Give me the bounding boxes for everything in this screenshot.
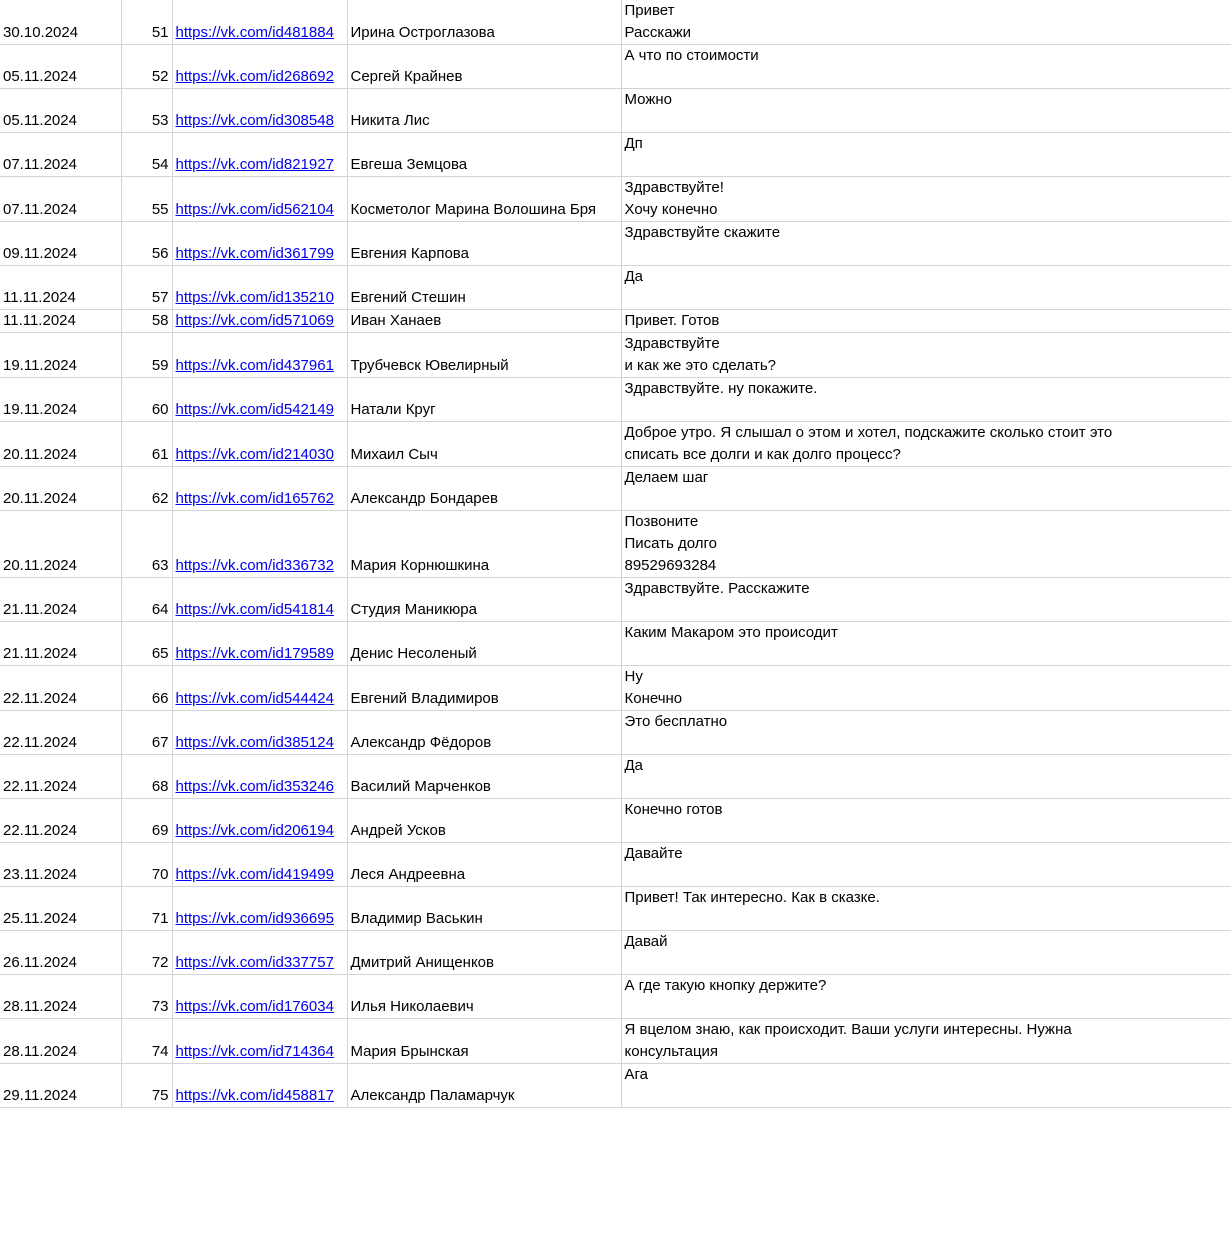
- message-line: Я вцелом знаю, как происходит. Ваши услуги интересны. Нужна: [624, 1021, 1072, 1038]
- cell-number[interactable]: 57: [121, 266, 172, 310]
- cell-name[interactable]: Леся Андреевна: [347, 843, 621, 887]
- cell-message[interactable]: [621, 378, 1231, 422]
- table-row: [0, 467, 1231, 511]
- cell-number[interactable]: 65: [121, 622, 172, 666]
- message-line: Делаем шаг: [624, 469, 709, 486]
- message-line: Каким Макаром это происодит: [624, 624, 838, 641]
- table-row: [0, 0, 1231, 45]
- table-row: [0, 1019, 1231, 1064]
- message-line: Это бесплатно: [624, 713, 728, 730]
- cell-name[interactable]: Евгений Владимиров: [347, 666, 621, 711]
- cell-message[interactable]: [621, 666, 1231, 711]
- message-line: Конечно готов: [624, 801, 723, 818]
- cell-link[interactable]: [172, 45, 347, 89]
- table-row: [0, 222, 1231, 266]
- cell-link[interactable]: [172, 799, 347, 843]
- cell-date[interactable]: 26.11.2024: [0, 931, 121, 975]
- cell-number[interactable]: 71: [121, 887, 172, 931]
- cell-number[interactable]: 68: [121, 755, 172, 799]
- table-row: [0, 578, 1231, 622]
- cell-name[interactable]: Сергей Крайнев: [347, 45, 621, 89]
- profile-link[interactable]: https://vk.com/id562104: [175, 201, 334, 218]
- cell-name[interactable]: Трубчевск Ювелирный: [347, 333, 621, 378]
- cell-message[interactable]: [621, 1019, 1231, 1064]
- cell-date[interactable]: 19.11.2024: [0, 378, 121, 422]
- table-row: [0, 133, 1231, 177]
- cell-number[interactable]: 55: [121, 177, 172, 222]
- profile-link[interactable]: https://vk.com/id308548: [175, 112, 334, 129]
- cell-link[interactable]: [172, 310, 347, 333]
- cell-message[interactable]: [621, 222, 1231, 266]
- message-line: Конечно: [624, 690, 683, 707]
- cell-message[interactable]: [621, 799, 1231, 843]
- cell-message[interactable]: [621, 578, 1231, 622]
- cell-message[interactable]: [621, 333, 1231, 378]
- cell-link[interactable]: [172, 931, 347, 975]
- profile-link[interactable]: https://vk.com/id714364: [175, 1043, 334, 1060]
- cell-name[interactable]: Ирина Остроглазова: [347, 0, 621, 45]
- cell-link[interactable]: [172, 1019, 347, 1064]
- cell-link[interactable]: [172, 0, 347, 45]
- cell-name[interactable]: Иван Ханаев: [347, 310, 621, 333]
- cell-link[interactable]: [172, 89, 347, 133]
- cell-number[interactable]: 59: [121, 333, 172, 378]
- cell-link[interactable]: [172, 177, 347, 222]
- table-row: [0, 177, 1231, 222]
- profile-link[interactable]: https://vk.com/id337757: [175, 954, 334, 971]
- cell-message[interactable]: [621, 711, 1231, 755]
- message-line: списать все долги и как долго процесс?: [624, 446, 901, 463]
- cell-date[interactable]: 05.11.2024: [0, 89, 121, 133]
- cell-name[interactable]: Василий Марченков: [347, 755, 621, 799]
- cell-number[interactable]: 60: [121, 378, 172, 422]
- cell-number[interactable]: 58: [121, 310, 172, 333]
- cell-link[interactable]: [172, 975, 347, 1019]
- cell-link[interactable]: [172, 422, 347, 467]
- table-row: [0, 975, 1231, 1019]
- cell-link[interactable]: [172, 1064, 347, 1108]
- cell-date[interactable]: 21.11.2024: [0, 622, 121, 666]
- profile-link[interactable]: https://vk.com/id214030: [175, 446, 334, 463]
- profile-link[interactable]: https://vk.com/id458817: [175, 1087, 334, 1104]
- cell-date[interactable]: 28.11.2024: [0, 975, 121, 1019]
- cell-number[interactable]: 66: [121, 666, 172, 711]
- cell-name[interactable]: Евгений Стешин: [347, 266, 621, 310]
- cell-link[interactable]: [172, 222, 347, 266]
- cell-message[interactable]: [621, 975, 1231, 1019]
- cell-message[interactable]: [621, 887, 1231, 931]
- cell-date[interactable]: 19.11.2024: [0, 333, 121, 378]
- message-line: А где такую кнопку держите?: [624, 977, 827, 994]
- cell-message[interactable]: [621, 0, 1231, 45]
- message-line: А что по стоимости: [624, 47, 759, 64]
- cell-name[interactable]: Александр Бондарев: [347, 467, 621, 511]
- message-line: Доброе утро. Я слышал о этом и хотел, подскажите сколько стоит это: [624, 424, 1113, 441]
- message-line: Привет: [624, 2, 675, 19]
- cell-name[interactable]: Евгеша Земцова: [347, 133, 621, 177]
- message-line: Здравствуйте. ну покажите.: [624, 380, 818, 397]
- profile-link[interactable]: https://vk.com/id179589: [175, 645, 334, 662]
- profile-link[interactable]: https://vk.com/id176034: [175, 998, 334, 1015]
- cell-name[interactable]: Александр Паламарчук: [347, 1064, 621, 1108]
- table-row: [0, 266, 1231, 310]
- cell-date[interactable]: 28.11.2024: [0, 1019, 121, 1064]
- cell-link[interactable]: [172, 133, 347, 177]
- cell-number[interactable]: 52: [121, 45, 172, 89]
- table-row: [0, 887, 1231, 931]
- cell-date[interactable]: 11.11.2024: [0, 310, 121, 333]
- cell-message[interactable]: [621, 310, 1231, 333]
- message-line: Здравствуйте. Расскажите: [624, 580, 810, 597]
- profile-link[interactable]: https://vk.com/id268692: [175, 68, 334, 85]
- cell-number[interactable]: 61: [121, 422, 172, 467]
- cell-number[interactable]: 74: [121, 1019, 172, 1064]
- cell-date[interactable]: 22.11.2024: [0, 666, 121, 711]
- cell-number[interactable]: 63: [121, 511, 172, 578]
- profile-link[interactable]: https://vk.com/id542149: [175, 401, 334, 418]
- cell-number[interactable]: 53: [121, 89, 172, 133]
- message-line: Позвоните: [624, 513, 699, 530]
- cell-date[interactable]: 21.11.2024: [0, 578, 121, 622]
- cell-date[interactable]: 20.11.2024: [0, 511, 121, 578]
- table-row: [0, 622, 1231, 666]
- cell-link[interactable]: [172, 333, 347, 378]
- message-line: 89529693284: [624, 557, 717, 574]
- cell-name[interactable]: Денис Несоленый: [347, 622, 621, 666]
- cell-name[interactable]: Мария Брынская: [347, 1019, 621, 1064]
- table-row: [0, 422, 1231, 467]
- table-row: [0, 1064, 1231, 1108]
- profile-link[interactable]: https://vk.com/id437961: [175, 357, 334, 374]
- profile-link[interactable]: https://vk.com/id544424: [175, 690, 334, 707]
- message-line: Здравствуйте: [624, 335, 720, 352]
- profile-link[interactable]: https://vk.com/id361799: [175, 245, 334, 262]
- message-line: Здравствуйте скажите: [624, 224, 781, 241]
- cell-name[interactable]: Косметолог Марина Волошина Бря: [347, 177, 621, 222]
- cell-link[interactable]: [172, 378, 347, 422]
- cell-message[interactable]: [621, 133, 1231, 177]
- message-line: Дп: [624, 135, 643, 152]
- profile-link[interactable]: https://vk.com/id385124: [175, 734, 334, 751]
- cell-number[interactable]: 70: [121, 843, 172, 887]
- profile-link[interactable]: https://vk.com/id336732: [175, 557, 334, 574]
- message-line: Здравствуйте!: [624, 179, 724, 196]
- cell-link[interactable]: [172, 467, 347, 511]
- cell-link[interactable]: [172, 887, 347, 931]
- cell-name[interactable]: Мария Корнюшкина: [347, 511, 621, 578]
- profile-link[interactable]: https://vk.com/id936695: [175, 910, 334, 927]
- profile-link[interactable]: https://vk.com/id571069: [175, 312, 334, 329]
- profile-link[interactable]: https://vk.com/id165762: [175, 490, 334, 507]
- profile-link[interactable]: https://vk.com/id206194: [175, 822, 334, 839]
- table-row: [0, 799, 1231, 843]
- cell-message[interactable]: [621, 622, 1231, 666]
- cell-date[interactable]: 29.11.2024: [0, 1064, 121, 1108]
- cell-date[interactable]: 23.11.2024: [0, 843, 121, 887]
- cell-message[interactable]: [621, 511, 1231, 578]
- message-line: Расскажи: [624, 24, 691, 41]
- cell-name[interactable]: Никита Лис: [347, 89, 621, 133]
- table-row: [0, 378, 1231, 422]
- cell-name[interactable]: Евгения Карпова: [347, 222, 621, 266]
- cell-date[interactable]: 22.11.2024: [0, 755, 121, 799]
- profile-link[interactable]: https://vk.com/id353246: [175, 778, 334, 795]
- cell-name[interactable]: Михаил Сыч: [347, 422, 621, 467]
- cell-link[interactable]: [172, 266, 347, 310]
- cell-message[interactable]: [621, 89, 1231, 133]
- cell-name[interactable]: Владимир Васькин: [347, 887, 621, 931]
- message-line: Давайте: [624, 845, 683, 862]
- cell-name[interactable]: Андрей Усков: [347, 799, 621, 843]
- table-row: [0, 711, 1231, 755]
- message-line: Давай: [624, 933, 668, 950]
- message-line: Да: [624, 757, 644, 774]
- message-line: Хочу конечно: [624, 201, 718, 218]
- cell-date[interactable]: 05.11.2024: [0, 45, 121, 89]
- cell-name[interactable]: Дмитрий Анищенков: [347, 931, 621, 975]
- cell-number[interactable]: 75: [121, 1064, 172, 1108]
- cell-number[interactable]: 64: [121, 578, 172, 622]
- cell-link[interactable]: [172, 666, 347, 711]
- cell-number[interactable]: 51: [121, 0, 172, 45]
- message-line: Писать долго: [624, 535, 718, 552]
- cell-date[interactable]: 22.11.2024: [0, 799, 121, 843]
- message-line: Да: [624, 268, 644, 285]
- cell-link[interactable]: [172, 755, 347, 799]
- cell-date[interactable]: 25.11.2024: [0, 887, 121, 931]
- cell-name[interactable]: Студия Маникюра: [347, 578, 621, 622]
- cell-link[interactable]: [172, 711, 347, 755]
- cell-name[interactable]: Натали Круг: [347, 378, 621, 422]
- cell-link[interactable]: [172, 578, 347, 622]
- cell-date[interactable]: 07.11.2024: [0, 177, 121, 222]
- cell-date[interactable]: 20.11.2024: [0, 422, 121, 467]
- profile-link[interactable]: https://vk.com/id821927: [175, 156, 334, 173]
- cell-message[interactable]: [621, 177, 1231, 222]
- cell-date[interactable]: 09.11.2024: [0, 222, 121, 266]
- message-line: Ага: [624, 1066, 648, 1083]
- table-row: [0, 333, 1231, 378]
- cell-message[interactable]: [621, 266, 1231, 310]
- cell-number[interactable]: 73: [121, 975, 172, 1019]
- cell-message[interactable]: [621, 467, 1231, 511]
- cell-message[interactable]: [621, 843, 1231, 887]
- cell-date[interactable]: 11.11.2024: [0, 266, 121, 310]
- table-row: [0, 310, 1231, 333]
- table-row: [0, 843, 1231, 887]
- cell-name[interactable]: Александр Фёдоров: [347, 711, 621, 755]
- cell-number[interactable]: 54: [121, 133, 172, 177]
- table-row: [0, 755, 1231, 799]
- cell-number[interactable]: 69: [121, 799, 172, 843]
- cell-link[interactable]: [172, 511, 347, 578]
- cell-message[interactable]: [621, 755, 1231, 799]
- cell-name[interactable]: Илья Николаевич: [347, 975, 621, 1019]
- cell-number[interactable]: 56: [121, 222, 172, 266]
- cell-date[interactable]: 20.11.2024: [0, 467, 121, 511]
- cell-message[interactable]: [621, 1064, 1231, 1108]
- message-line: Ну: [624, 668, 643, 685]
- table-row: [0, 511, 1231, 578]
- profile-link[interactable]: https://vk.com/id541814: [175, 601, 334, 618]
- profile-link[interactable]: https://vk.com/id481884: [175, 24, 334, 41]
- message-line: Можно: [624, 91, 672, 108]
- message-line: консультация: [624, 1043, 719, 1060]
- profile-link[interactable]: https://vk.com/id135210: [175, 289, 334, 306]
- message-line: Привет! Так интересно. Как в сказке.: [624, 889, 880, 906]
- cell-date[interactable]: 07.11.2024: [0, 133, 121, 177]
- table-row: [0, 89, 1231, 133]
- cell-number[interactable]: 67: [121, 711, 172, 755]
- cell-link[interactable]: [172, 843, 347, 887]
- table-row: [0, 666, 1231, 711]
- cell-number[interactable]: 72: [121, 931, 172, 975]
- profile-link[interactable]: https://vk.com/id419499: [175, 866, 334, 883]
- cell-date[interactable]: 22.11.2024: [0, 711, 121, 755]
- cell-message[interactable]: [621, 45, 1231, 89]
- cell-message[interactable]: [621, 931, 1231, 975]
- cell-date[interactable]: 30.10.2024: [0, 0, 121, 45]
- cell-number[interactable]: 62: [121, 467, 172, 511]
- table-row: [0, 45, 1231, 89]
- table-row: [0, 931, 1231, 975]
- message-line: и как же это сделать?: [624, 357, 776, 374]
- message-line: Привет. Готов: [624, 312, 720, 329]
- cell-message[interactable]: [621, 422, 1231, 467]
- cell-link[interactable]: [172, 622, 347, 666]
